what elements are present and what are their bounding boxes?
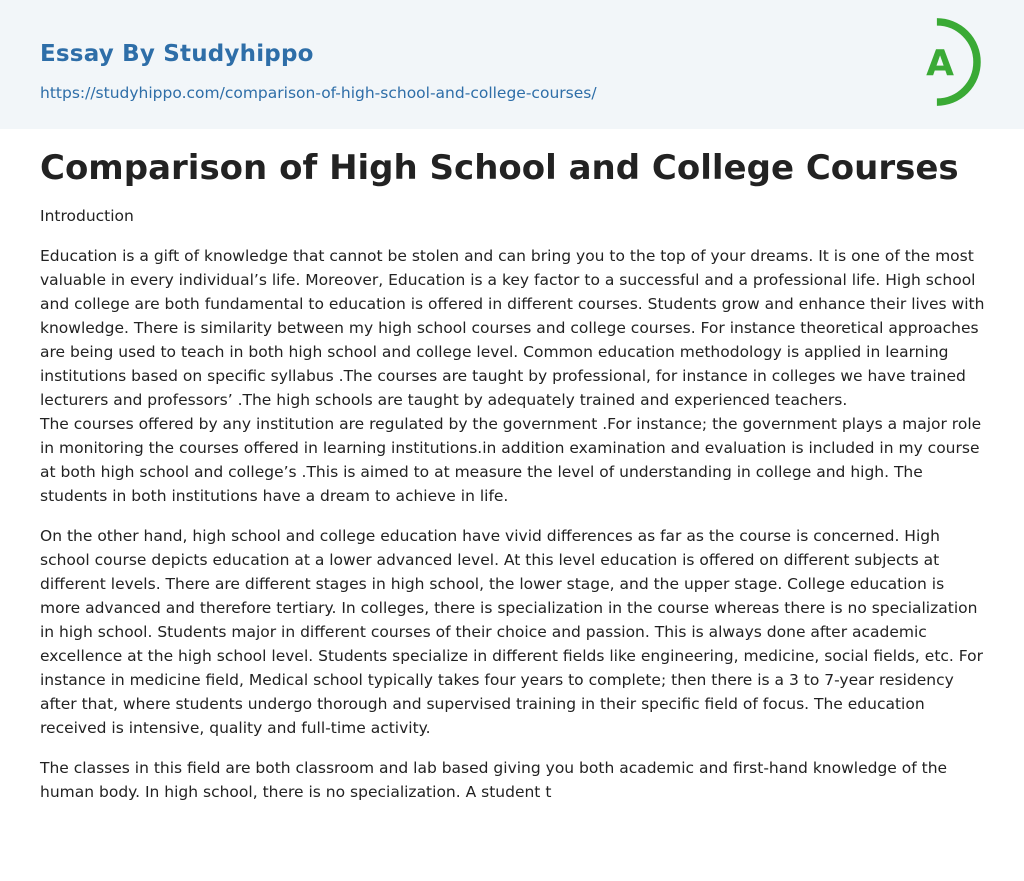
- paragraph: The classes in this field are both classroom and lab based giving you both academic and first-hand knowledge of the human body. In high school, there is no specialization. A student t: [40, 759, 948, 801]
- source-url-link[interactable]: https://studyhippo.com/comparison-of-high-school-and-college-courses/: [40, 84, 597, 102]
- paragraph: Education is a gift of knowledge that cannot be stolen and can bring you to the top of your dreams. It is one of the most valuable in every individual’s life. Moreover, Education is a key factor to a successful and a professional life. High school and college are both fundamental to education is offered in different courses. Students grow and enhance their lives with knowledge. There is similarity between my high school courses and college courses. For instance theoretical approaches are being used to teach in both high school and college level. Common education methodology is applied in learning institutions based on specific syllabus .The courses are taught by professional, for instance in colleges we have trained lecturers and professors’ .The high schools are taught by adequately trained and experienced teachers.: [40, 247, 985, 409]
- article-body: [40, 145, 988, 804]
- logo-letter: A: [926, 43, 954, 84]
- paragraph: On the other hand, high school and college education have vivid differences as far as the course is concerned. High school course depicts education at a lower advanced level. At this level education is offered on different subjects at different levels. There are different stages in high school, the lower stage, and the upper stage. College education is more advanced and therefore tertiary. In colleges, there is specialization in the course whereas there is no specialization in high school. Students major in different courses of their choice and passion. This is always done after academic excellence at the high school level. Students specialize in different fields like engineering, medicine, social fields, etc. For instance in medicine field, Medical school typically takes four years to complete; then there is a 3 to 7-year residency after that, where students undergo thorough and supervised training in their specific field of focus. The education received is intensive, quality and full-time activity.: [40, 527, 983, 737]
- site-header: [0, 0, 1024, 129]
- studyhippo-logo-icon[interactable]: [910, 18, 988, 106]
- article-title: Comparison of High School and College Courses: [40, 148, 959, 188]
- paragraph: The courses offered by any institution are regulated by the government .For instance; the government plays a major role in monitoring the courses offered in learning institutions.in addition examination and evaluation is included in my course at both high school and college’s .This is aimed to at measure the level of understanding in college and high. The students in both institutions have a dream to achieve in life.: [40, 415, 982, 505]
- section-label-introduction: Introduction: [40, 207, 134, 225]
- brand-title[interactable]: Essay By Studyhippo: [40, 41, 314, 67]
